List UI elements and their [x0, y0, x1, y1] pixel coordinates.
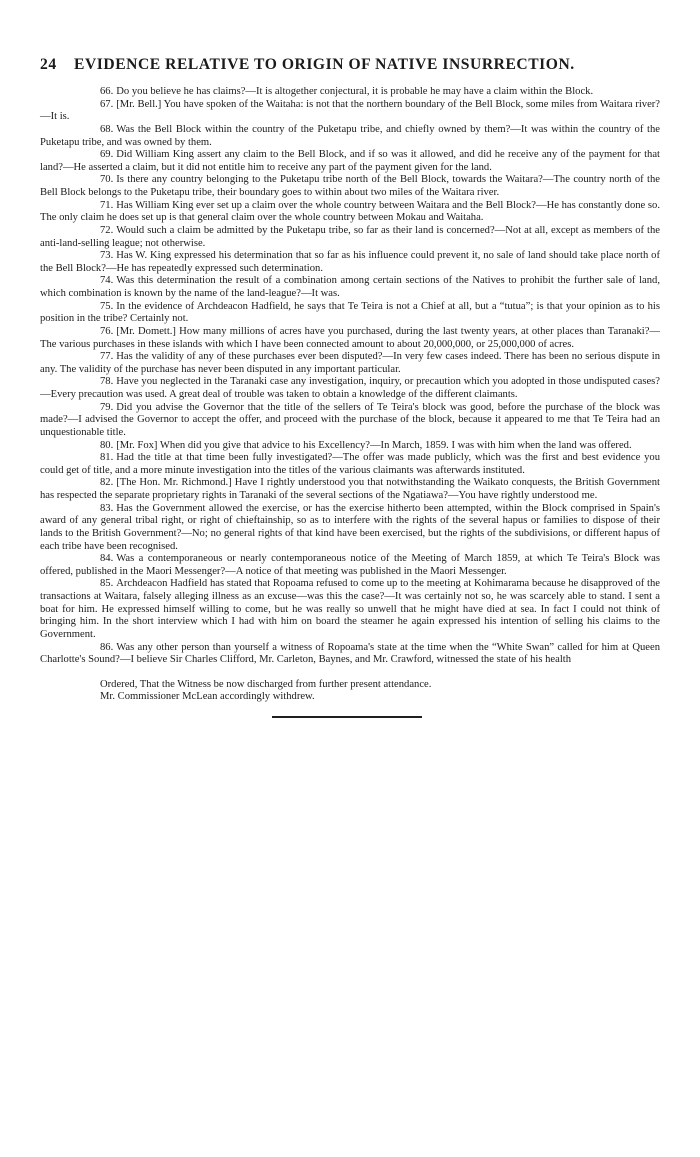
- question-number: 81.: [100, 452, 114, 464]
- question-text: Would such a claim be admitted by the Puketapu tribe, so far as their land is concerned?—Not at all, except as members of the anti-land-selling league; not otherwise.: [40, 224, 660, 249]
- question-number: 68.: [100, 123, 114, 135]
- evidence-paragraph: [40, 440, 660, 453]
- closing-rule: [272, 716, 422, 718]
- evidence-paragraph: [40, 553, 660, 578]
- order-withdrew: Mr. Commissioner McLean accordingly withdrew.: [100, 691, 315, 703]
- question-text: Was any other person than yourself a witness of Ropoama's state at the time when the “White Swan” called for him at Queen Charlotte's Sound?—I believe Sir Charles Clifford, Mr. Carleton, Baynes, and Mr. Crawford, witnessed the state of his health: [40, 641, 660, 666]
- question-number: 72.: [100, 224, 114, 236]
- question-number: 84.: [100, 553, 114, 565]
- question-text: [The Hon. Mr. Richmond.] Have I rightly understood you that notwithstanding the Waikato conquests, the British Government has respected the separate proprietary rights in Taranaki of the several sections of the Ngatiawa?—You have rightly understood me.: [40, 477, 660, 501]
- evidence-body: [40, 86, 660, 667]
- evidence-paragraph: [40, 578, 660, 641]
- question-text: Was a contemporaneous or nearly contemporaneous notice of the Meeting of March 1859, at which Te Teira's Block was offered, published in the Maori Messenger?—A notice of that meeting was published in the Maori Messenger.: [40, 553, 660, 577]
- evidence-paragraph: [40, 503, 660, 554]
- question-number: 80.: [100, 439, 114, 451]
- question-number: 79.: [100, 401, 114, 413]
- question-text: Had the title at that time been fully investigated?—The offer was made publicly, which was the first and best evidence you could get of title, and a more minute investigation into the titles of the various claimants was afterwards instituted.: [40, 452, 660, 476]
- question-number: 85.: [100, 578, 114, 590]
- order-block: [40, 679, 660, 704]
- evidence-paragraph: [40, 351, 660, 376]
- order-discharge: Ordered, That the Witness be now discharged from further present attendance.: [100, 678, 432, 690]
- evidence-paragraph: [40, 250, 660, 275]
- question-number: 67.: [100, 98, 114, 110]
- question-text: Has the Government allowed the exercise, or has the exercise hitherto been attempted, within the Block comprised in Spain's award of any general tribal right, or right of chieftainship, so as to interfere with the rights of the several hapus or families to dispose of their lands to the British Government?—No; no general rights of that kind have been exercised, but the rights of the subdivisions, or different hapus of each tribe have been recognised.: [40, 502, 660, 552]
- question-number: 78.: [100, 376, 114, 388]
- evidence-paragraph: [40, 376, 660, 401]
- question-number: 86.: [100, 641, 114, 653]
- page-number: 24: [40, 56, 57, 73]
- evidence-paragraph: [40, 402, 660, 440]
- evidence-paragraph: [40, 149, 660, 174]
- evidence-paragraph: [40, 326, 660, 351]
- question-text: Has the validity of any of these purchases ever been disputed?—In very few cases indeed. There has been no serious dispute in any. The validity of the purchase has never been disputed in any important particular.: [40, 351, 660, 375]
- evidence-paragraph: [40, 99, 660, 124]
- question-number: 77.: [100, 351, 114, 363]
- question-text: Has W. King expressed his determination that so far as his influence could prevent it, no sale of land should take place north of the Bell Block?—He has repeatedly expressed such determination.: [40, 250, 660, 274]
- question-number: 76.: [100, 325, 114, 337]
- question-number: 69.: [100, 149, 114, 161]
- question-number: 73.: [100, 250, 114, 262]
- question-number: 70.: [100, 174, 114, 186]
- evidence-paragraph: [40, 452, 660, 477]
- evidence-paragraph: [40, 301, 660, 326]
- question-text: Has William King ever set up a claim over the whole country between Waitara and the Bell Block?—He has constantly done so. The only claim he does set up is that general claim over the whole country between Mokau and Waitaha.: [40, 199, 660, 224]
- question-number: 82.: [100, 477, 114, 489]
- evidence-paragraph: [40, 275, 660, 300]
- question-text: Did William King assert any claim to the Bell Block, and if so was it allowed, and did he receive any of the payment for that land?—He asserted a claim, but it did not entitle him to receive any part of the payment given for the land.: [40, 149, 660, 173]
- evidence-paragraph: [40, 200, 660, 225]
- question-text: [Mr. Domett.] How many millions of acres have you purchased, during the last twenty years, at other places than Taranaki?—The various purchases in these islands with which I have been connected amount to about 20,000,000, or 25,000,000 of acres.: [40, 325, 660, 350]
- question-number: 74.: [100, 275, 114, 287]
- question-text: Have you neglected in the Taranaki case any investigation, inquiry, or precaution which you adopted in those undisputed cases?—Every precaution was used. A great deal of trouble was taken to obtain a knowledge of the different claimants.: [40, 376, 660, 400]
- question-text: Archdeacon Hadfield has stated that Ropoama refused to come up to the meeting at Kohimarama because he disapproved of the transactions at Waitara, falsely alleging illness as an excuse—was this the case?—It was certainly not so, he was scarcely able to stand. I sent a boat for him. He expressed himself willing to come, but he was really so unwell that he might have died at sea. In fact I could not think of bringing him. In the short interview which I had with him on board the steamer he again expressed his intention of selling his claims to the Government.: [40, 578, 660, 640]
- question-text: Do you believe he has claims?—It is altogether conjectural, it is probable he may have a claim within the Block.: [116, 86, 594, 97]
- evidence-paragraph: [40, 124, 660, 149]
- question-text: [Mr. Fox] When did you give that advice to his Excellency?—In March, 1859. I was with him when the land was offered.: [116, 439, 632, 451]
- evidence-paragraph: [40, 225, 660, 250]
- evidence-paragraph: [40, 642, 660, 667]
- question-number: 71.: [100, 199, 114, 211]
- question-text: Was this determination the result of a combination among certain sections of the Natives to prohibit the further sale of land, which combination is known by the name of the land-league?—It was.: [40, 275, 660, 299]
- evidence-paragraph: [40, 86, 660, 99]
- question-number: 75.: [100, 300, 114, 312]
- question-text: Is there any country belonging to the Puketapu tribe north of the Bell Block, towards the Waitara?—The country north of the Bell Block belongs to the Puketapu tribe, their boundary goes to within about two miles of the Waitara river.: [40, 174, 660, 198]
- question-number: 83.: [100, 502, 114, 514]
- question-text: Did you advise the Governor that the title of the sellers of Te Teira's block was good, before the purchase of the block was made?—I advised the Governor to accept the offer, and proceed with the purchase of the block, because it appeared to me that Te Teira had an unquestionable title.: [40, 401, 660, 438]
- question-number: 66.: [100, 86, 114, 97]
- evidence-paragraph: [40, 477, 660, 502]
- question-text: In the evidence of Archdeacon Hadfield, he says that Te Teira is not a Chief at all, but a “tutua”; is that your opinion as to his position in the tribe? Certainly not.: [40, 300, 660, 325]
- question-text: [Mr. Bell.] You have spoken of the Waitaha: is not that the northern boundary of the Bell Block, some miles from Waitara river?—It is.: [40, 98, 660, 123]
- evidence-paragraph: [40, 174, 660, 199]
- question-text: Was the Bell Block within the country of the Puketapu tribe, and chiefly owned by them?—It was within the country of the Puketapu tribe, and was owned by them.: [40, 123, 660, 148]
- running-title: EVIDENCE RELATIVE TO ORIGIN OF NATIVE INSURRECTION.: [74, 56, 575, 73]
- page-header: [40, 56, 660, 74]
